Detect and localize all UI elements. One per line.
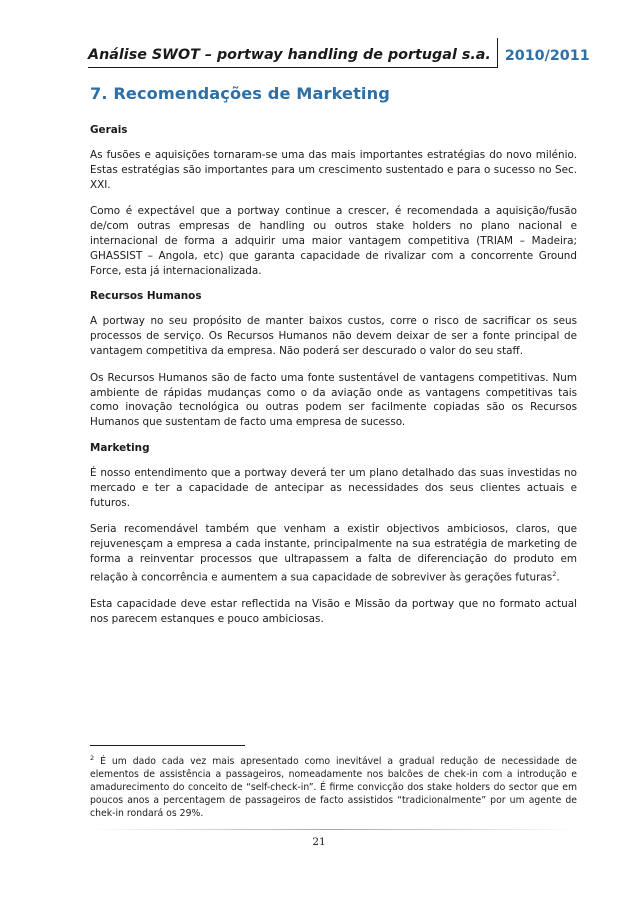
page-header — [88, 38, 588, 68]
footnote-number: 2 — [90, 754, 95, 762]
paragraph-text: Seria recomendável também que venham a existir objectivos ambiciosos, claros, que rejuvenesçam a empresa a cada instante, principalmente na sua estratégia de marketing de forma a reinventar processos que ultrapassem a falta de diferenciação do produto em relação à concorrência e aumentem a sua capacidade de sobreviver às gerações futuras — [90, 523, 577, 584]
paragraph: As fusões e aquisições tornaram-se uma das mais importantes estratégias do novo milénio. Estas estratégias são importantes para um crescimento sustentado e para o sucesso no Sec. XXI. — [90, 149, 577, 191]
section-title: 7. Recomendações de Marketing — [90, 84, 390, 103]
page-content — [90, 84, 577, 639]
footnote — [90, 752, 577, 820]
paragraph: Esta capacidade deve estar reflectida na Visão e Missão da portway que no formato actual nos parecem estanques e pouco ambiciosas. — [90, 598, 577, 625]
paragraph: É nosso entendimento que a portway deverá ter um plano detalhado das suas investidas no mercado e ter a capacidade de antecipar as necessidades dos seus clientes actuais e futuros. — [90, 466, 577, 509]
footnote-text: É um dado cada vez mais apresentado como inevitável a gradual redução de necessidade de elementos de assistência a passageiros, nomeadamente nos balcões de chek-in com a introdução e amadurecimento do conceito de “self-check-in”. É firme convicção dos stake holders do sector que em poucos anos a percentagem de passageiros de facto assistidos “tradicionalmente” por um agente de chek-in rondará os 29%. — [90, 756, 577, 820]
page-footer-rule — [90, 829, 577, 830]
footnote-reference[interactable]: 2 — [552, 569, 557, 578]
page-number: 21 — [312, 836, 326, 848]
subsection-heading-recursos-humanos: Recursos Humanos — [90, 290, 202, 303]
paragraph: A portway no seu propósito de manter baixos custos, corre o risco de sacrificar os seus processos de serviço. Os Recursos Humanos não devem deixar de ser a fonte principal de vantagem competitiva da empresa. Não poderá ser descurado o valor do seu staff. — [90, 315, 577, 357]
paragraph-end-punctuation: . — [556, 571, 560, 584]
paragraph: Os Recursos Humanos são de facto uma fonte sustentável de vantagens competitivas. Num ambiente de rápidas mudanças como o da aviação onde as vantagens competitivas tais como inovação tecnológica ou outras podem ser facilmente copiadas são os Recursos Humanos que sustentam de facto uma empresa de sucesso. — [90, 371, 577, 429]
subsection-heading-gerais: Gerais — [90, 124, 128, 136]
paragraph: Como é expectável que a portway continue a crescer, é recomendada a aquisição/fusão de/com outras empresas de handling ou outros stake holders no plano nacional e internacional de forma a adquirir uma maior vantagem competitiva (TRIAM – Madeira; GHASSIST – Angola, etc) que garanta capacidade de rivalizar com a concorrente Ground Force, esta já internacionalizada. — [90, 205, 577, 277]
paragraph — [90, 522, 577, 585]
subsection-heading-marketing: Marketing — [90, 441, 150, 454]
document-year: 2010/2011 — [497, 38, 594, 68]
footnote-separator — [90, 745, 245, 746]
document-title: Análise SWOT – portway handling de portugal s.a. — [88, 47, 497, 68]
